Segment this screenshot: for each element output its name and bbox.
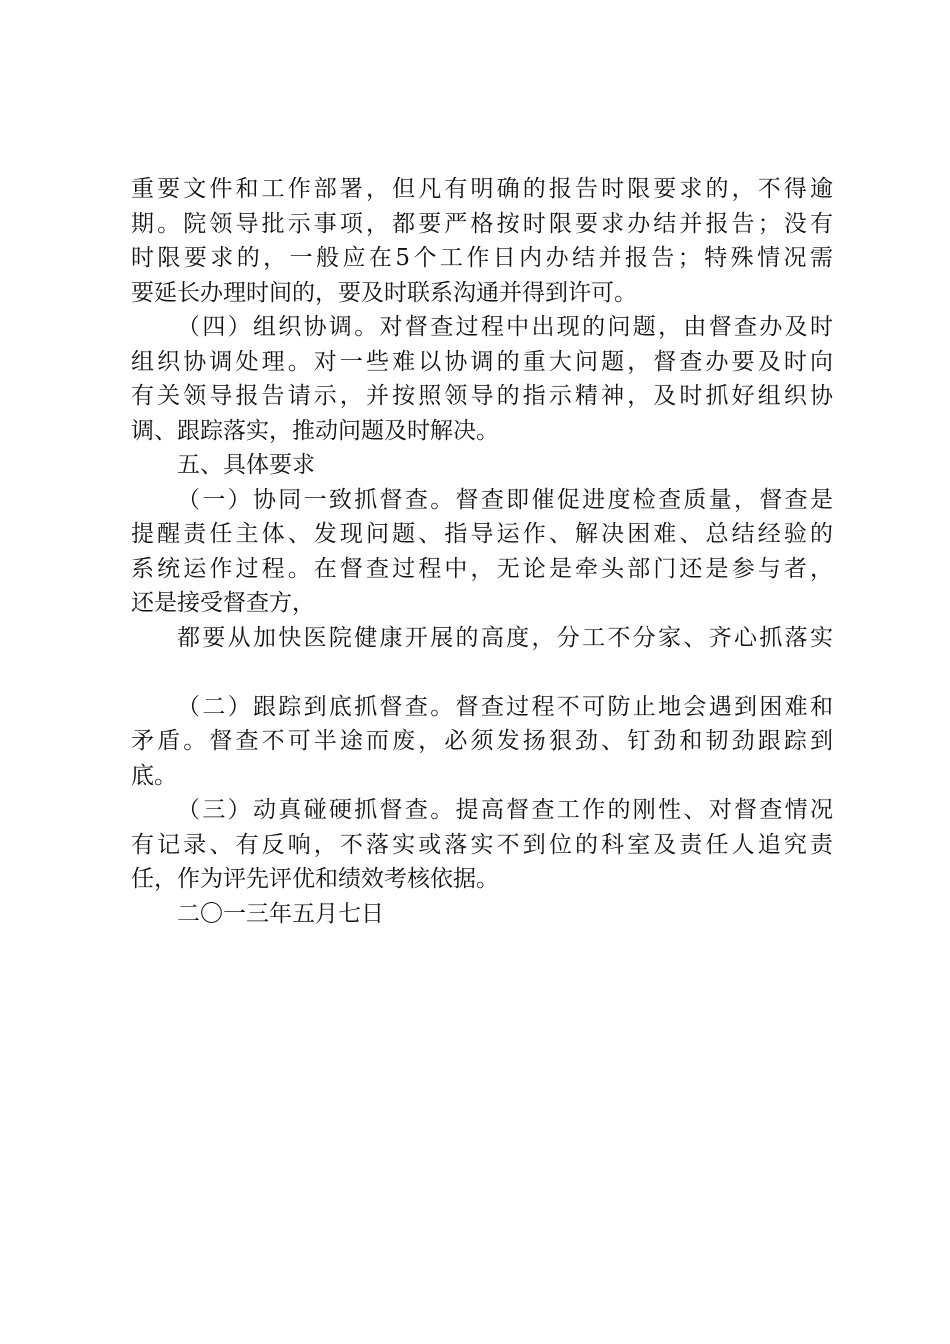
paragraph-heading-2: （二）跟踪到底抓督查。督查过程不可防止地会遇到困难和 bbox=[177, 693, 833, 720]
blank-line bbox=[131, 655, 833, 690]
text-line: 有记录、有反响，不落实或落实不到位的科室及责任人追究责 bbox=[131, 831, 833, 858]
text-line: 还是接受督查方， bbox=[131, 590, 315, 616]
paragraph-heading-1: （一）协同一致抓督查。督查即催促进度检查质量，督查是 bbox=[177, 486, 833, 513]
text-line: 底。 bbox=[131, 762, 177, 789]
text-line: 调、跟踪落实，推动问题及时解决。 bbox=[131, 417, 499, 444]
text-line: 有关领导报告请示，并按照领导的指示精神，及时抓好组织协 bbox=[131, 383, 833, 409]
text-line: 都要从加快医院健康开展的高度，分工不分家、齐心抓落实 bbox=[177, 624, 833, 651]
text-line: 时限要求的，一般应在5个工作日内办结并报告；特殊情况需 bbox=[131, 245, 833, 271]
text-line: 组织协调处理。对一些难以协调的重大问题，督查办要及时向 bbox=[131, 348, 833, 375]
document-body bbox=[131, 172, 833, 931]
document-date: 二〇一三年五月七日 bbox=[177, 900, 384, 927]
text-line: 任，作为评先评优和绩效考核依据。 bbox=[131, 866, 499, 892]
text-line: 矛盾。督查不可半途而废，必须发扬狠劲、钉劲和韧劲跟踪到 bbox=[131, 728, 833, 754]
text-line: 要延长办理时间的，要及时联系沟通并得到许可。 bbox=[131, 279, 637, 306]
text-line: 提醒责任主体、发现问题、指导运作、解决困难、总结经验的 bbox=[131, 521, 833, 547]
text-line: 重要文件和工作部署，但凡有明确的报告时限要求的，不得逾 bbox=[131, 176, 833, 202]
paragraph-heading-4: （四）组织协调。对督查过程中出现的问题，由督查办及时 bbox=[177, 314, 833, 340]
text-line: 期。院领导批示事项，都要严格按时限要求办结并报告；没有 bbox=[131, 210, 833, 237]
text-line: 系统运作过程。在督查过程中，无论是牵头部门还是参与者， bbox=[131, 555, 833, 582]
paragraph-heading-3: （三）动真碰硬抓督查。提高督查工作的刚性、对督查情况 bbox=[177, 797, 833, 823]
section-heading-5: 五、具体要求 bbox=[177, 452, 315, 478]
